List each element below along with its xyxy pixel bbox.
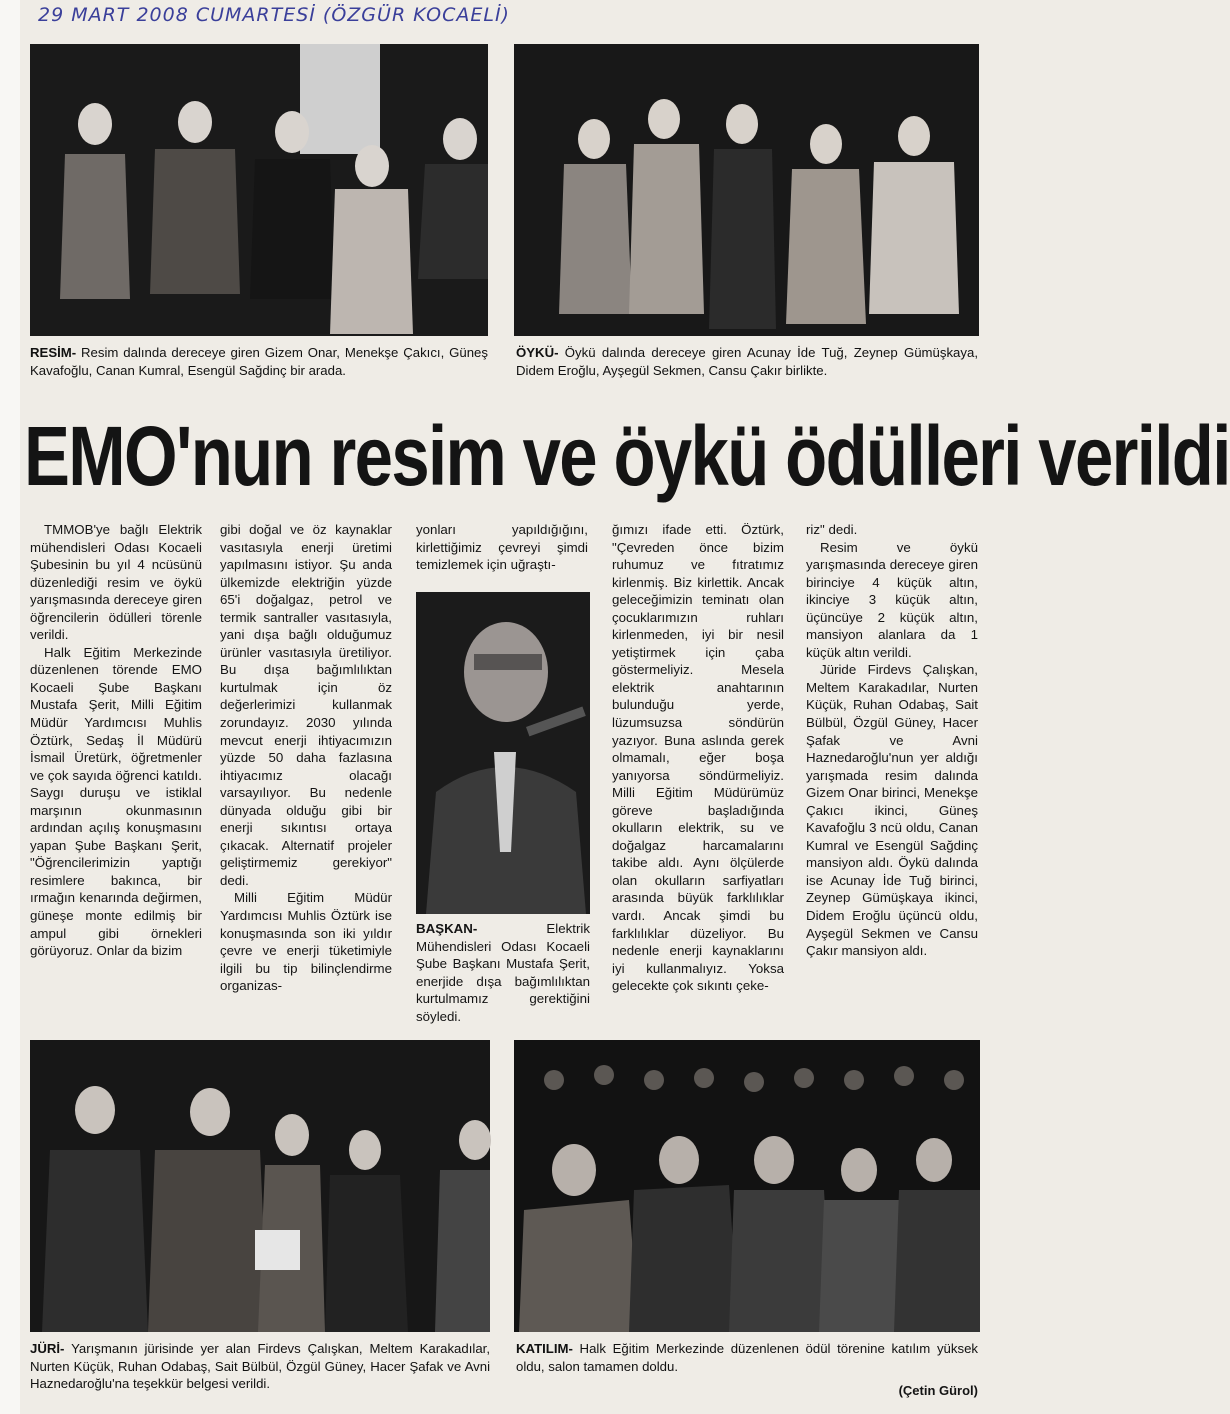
caption-katilim [516, 1340, 978, 1375]
headline: EMO'nun resim ve öykü ödülleri verildi [24, 409, 1230, 503]
column-5-paragraph: Jüride Firdevs Çalışkan, Meltem Karakadılar, Nurten Küçük, Ruhan Odabaş, Sait Bülbül, Özgül Güney, Hacer Şafak ve Avni Haznedaroğlu'nun yer aldığı yarışmada resim dalında Gizem Onar birinci, Menekşe Çakıcı ikinci, Güneş Kavafoğlu 3 ncü oldu, Canan Kumral ve Esengül Sağdinç mansiyon aldı. Öykü dalında ise Acunay İde Tuğ birinci, Zeynep Gümüşkaya ikinci, Didem Eroğlu üçüncü oldu, Ayşegül Sekmen ve Cansu Çakır mansiyon aldı. [806, 662, 978, 959]
photo-katilim [514, 1040, 980, 1332]
caption-resim-label: RESİM- [30, 345, 77, 360]
article-column-2 [220, 521, 392, 995]
column-1-paragraph: Halk Eğitim Merkezinde düzenlenen törende EMO Kocaeli Şube Başkanı Mustafa Şerit, Milli Eğitim Müdür Yardımcısı Muhlis Öztürk, Sedaş İl Müdürü İsmail Üretürk, öğretmenler ve çok sayıda öğrenci katıldı. Saygı duruşu ve istiklal marşının okunmasının ardından açılış konuşmasını yapan Şube Başkanı Şerit, "Öğrencilerimizin yaptığı resimlere bakınca, bir ırmağın kenarında değirmen, güneşe monte edilmiş bir ampul gibi örnekleri görüyoruz. Onlar da bizim [30, 644, 202, 959]
column-3-paragraph: yonları yapıldığığını, kirlettiğimiz çevreyi şimdi temizlemek için uğraştı- [416, 522, 588, 573]
photo-baskan [416, 592, 590, 914]
caption-baskan [416, 920, 590, 1025]
column-4-paragraph: ğımızı ifade etti. Öztürk, "Çevreden önce bizim ruhumuz ve fıtratımız kirlenmiş. Biz kirlettik. Ancak geleceğimizin teminatı olan çocuklarımızın ruhları kirlenmeden, iyi bir nesil yetiştirmek için çaba göstermeliyiz. Mesela elektrik anahtarının bulunduğu yerde, lüzumsuzsa söndürün yazıyor. Buna aslında gerek olmamalı, eğer boşa yanıyorsa söndürmeliyiz. Milli Eğitim Müdürümüz göreve başladığında okulların elektrik, su ve doğalgaz harcamalarını takibe aldı. Aynı ölçülerde olan okulların sarfiyatları arasında büyük farklılıklar vardı. Ancak şimdi bu farklılıklar düzeliyor. Bu nedenle enerji kaynaklarını iyi kullanmalıyız. Yoksa gelecekte çok sıkıntı çeke- [612, 522, 784, 994]
caption-katilim-label: KATILIM- [516, 1341, 573, 1356]
column-5-paragraph: riz" dedi. [806, 522, 858, 537]
byline: (Çetin Gürol) [898, 1383, 978, 1398]
column-1-paragraph: TMMOB'ye bağlı Elektrik mühendisleri Odası Kocaeli Şubesinin bu yıl 4 ncüsünü düzenlediği resim ve öykü yarışmasında dereceye giren öğrencilerin ödülleri törenle verildi. [30, 522, 202, 643]
column-2-paragraph: gibi doğal ve öz kaynaklar vasıtasıyla enerji üretimi yapılmasını istiyor. Şu anda ülkemizde elektriğin yüzde 65'i doğalgaz, petrol ve termik santraller vasıtasıyla, yani dışa bağlı olduğumuz ürünler vasıtasıyla üretiliyor. Bu dışa bağımlılıktan kurtulmak için öz değerlerimizi kullanmak zorundayız. 2030 yılında mevcut enerji ihtiyacımızın yüzde 50 daha fazlasına ihtiyacımız olacağı varsayılıyor. Bu nedenle dünyada olduğu gibi bir enerji sıkıntısı ortaya çıkacak. Alternatif projeler geliştirmemiz gerekiyor" dedi. [220, 522, 392, 888]
caption-resim-text: Resim dalında dereceye giren Gizem Onar, Menekşe Çakıcı, Güneş Kavafoğlu, Canan Kumral, Esengül Sağdinç bir arada. [30, 345, 488, 378]
article-column-4 [612, 521, 784, 995]
column-2-paragraph: Milli Eğitim Müdür Yardımcısı Muhlis Öztürk ise konuşmasında son iki yıldır çevre ve enerji tüketimiyle ilgili bu tip bilinçlendirme organizas- [220, 890, 392, 994]
article-column-5 [806, 521, 978, 960]
page-edge [0, 0, 20, 1414]
photo-juri [30, 1040, 490, 1332]
photo-resim-winners [30, 44, 488, 336]
caption-baskan-label: BAŞKAN- [416, 921, 478, 936]
caption-katilim-text: Halk Eğitim Merkezinde düzenlenen ödül törenine katılım yüksek oldu, salon tamamen doldu. [516, 1341, 978, 1374]
caption-oyku-label: ÖYKÜ- [516, 345, 559, 360]
handwritten-date-note: 29 MART 2008 CUMARTESİ (ÖZGÜR KOCAELİ) [38, 4, 510, 26]
article-column-1 [30, 521, 202, 960]
article-column-3 [416, 521, 588, 574]
caption-resim [30, 344, 488, 379]
caption-juri-text: Yarışmanın jürisinde yer alan Firdevs Çalışkan, Meltem Karakadılar, Nurten Küçük, Ruhan Odabaş, Sait Bülbül, Özgül Güney, Hacer Şafak ve Avni Haznedaroğlu'na teşekkür belgesi verildi. [30, 1341, 490, 1391]
photo-oyku-winners [514, 44, 979, 336]
caption-oyku-text: Öykü dalında dereceye giren Acunay İde Tuğ, Zeynep Gümüşkaya, Didem Eroğlu, Ayşegül Sekmen, Cansu Çakır birlikte. [516, 345, 978, 378]
caption-juri-label: JÜRİ- [30, 1341, 65, 1356]
caption-juri [30, 1340, 490, 1393]
column-5-paragraph: Resim ve öykü yarışmasında dereceye giren birinciye 4 küçük altın, ikinciye 3 küçük altın, üçüncüye 2 küçük altın, mansiyon alanlara da 1 küçük altın verildi. [806, 539, 978, 660]
caption-baskan-text: Elektrik Mühendisleri Odası Kocaeli Şube Başkanı Mustafa Şerit, enerjide dışa bağımlılıktan kurtulmamız gerektiğini söyledi. [416, 921, 590, 1024]
caption-oyku [516, 344, 978, 379]
